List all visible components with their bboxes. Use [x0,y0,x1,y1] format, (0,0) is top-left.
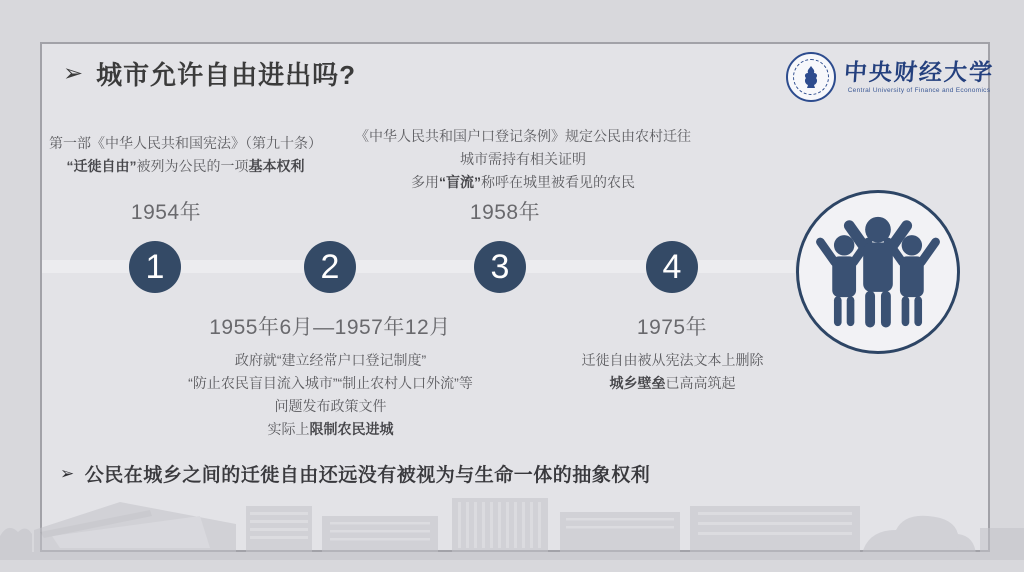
seal-inner-ring [793,59,829,95]
timeline-node-4: 4 [646,241,698,293]
milestone-4-year: 1975年 [636,316,708,339]
description-line: 第一部《中华人民共和国宪法》（第九十条） [49,135,322,151]
milestone-2-year: 1955年6月—1957年12月 [209,316,451,339]
university-name-english: Central University of Finance and Economics [847,87,991,95]
description-line: 多用“盲流”称呼在城里被看见的农民 [411,173,635,190]
description-line: “迁徙自由”被列为公民的一项基本权利 [66,157,305,174]
conclusion [60,460,650,487]
description-line: 城市需持有相关证明 [460,150,586,167]
seal-emblem-icon [801,65,821,89]
people-raising-hands-icon [803,197,953,347]
timeline-node-1: 1 [129,241,181,293]
conclusion-text: 公民在城乡之间的迁徙自由还远没有被视为与生命一体的抽象权利 [84,465,651,486]
title-bullet-arrow-icon: ➢ [63,60,85,87]
campus-buildings-watermark [0,486,1024,572]
milestone-4-description [540,349,805,395]
description-line: 政府就“建立经常户口登记制度” [234,352,427,368]
page-title-text: 城市允许自由进出吗? [96,60,356,90]
university-logo [786,52,994,102]
description-line: 问题发布政策文件 [274,397,387,414]
people-badge [796,190,960,354]
logo-text [844,60,994,94]
milestone-3-description [338,125,708,194]
milestone-1-year: 1954年 [130,201,202,224]
milestone-1-description [28,132,343,178]
timeline-node-2: 2 [304,241,356,293]
description-line: 《中华人民共和国户口登记条例》规定公民由农村迁往 [355,128,691,144]
milestone-3-year: 1958年 [469,201,541,224]
page-title [63,55,356,92]
milestone-2-description [168,349,493,441]
description-line: 实际上限制农民进城 [267,420,394,437]
university-name: 中央财经大学 [843,58,995,86]
description-line: “防止农民盲目流入城市”“制止农村人口外流”等 [188,374,473,391]
timeline-node-3: 3 [474,241,526,293]
description-line: 迁徙自由被从宪法文本上删除 [581,352,764,368]
conclusion-bullet-arrow-icon: ➢ [60,463,75,483]
description-line: 城乡壁垒已高高筑起 [609,374,736,391]
university-seal-icon [786,52,836,102]
